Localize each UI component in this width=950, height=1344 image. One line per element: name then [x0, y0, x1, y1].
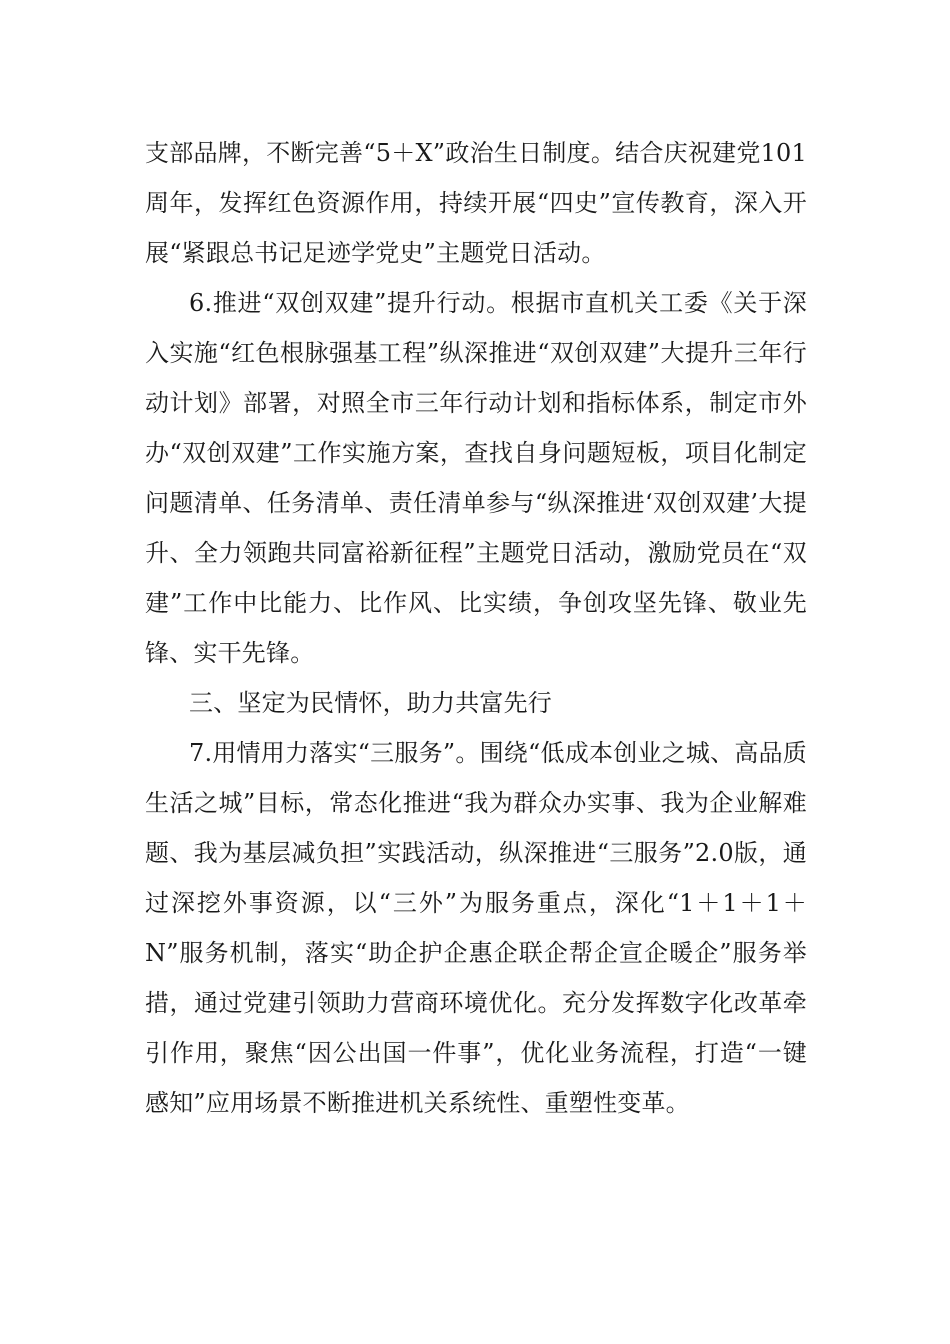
paragraph-party-branch-brand: 支部品牌，不断完善“5＋X”政治生日制度。结合庆祝建党101周年，发挥红色资源作用，持续开展“四史”宣传教育，深入开展“紧跟总书记足迹学党史”主题党日活动。 — [145, 139, 807, 267]
section-heading-people-first: 三、坚定为民情怀，助力共富先行 — [189, 689, 552, 717]
paragraph-double-create-double-build: 6.推进“双创双建”提升行动。根据市直机关工委《关于深入实施“红色根脉强基工程”纵深推进“双创双建”大提升三年行动计划》部署，对照全市三年行动计划和指标体系，制定市外办“双创双建”工作实施方案，查找自身问题短板，项目化制定问题清单、任务清单、责任清单参与“纵深推进‘双创双建’大提升、全力领跑共同富裕新征程”主题党日活动，激励党员在“双建”工作中比能力、比作风、比实绩，争创攻坚先锋、敬业先锋、实干先锋。 — [145, 289, 807, 667]
paragraph-three-services: 7.用情用力落实“三服务”。围绕“低成本创业之城、高品质生活之城”目标，常态化推进“我为群众办实事、我为企业解难题、我为基层减负担”实践活动，纵深推进“三服务”2.0版，通过深挖外事资源，以“三外”为服务重点，深化“1＋1＋1＋N”服务机制，落实“助企护企惠企联企帮企宣企暖企”服务举措，通过党建引领助力营商环境优化。充分发挥数字化改革牵引作用，聚焦“因公出国一件事”，优化业务流程，打造“一键感知”应用场景不断推进机关系统性、重塑性变革。 — [145, 739, 807, 1117]
document-body — [145, 128, 807, 1128]
